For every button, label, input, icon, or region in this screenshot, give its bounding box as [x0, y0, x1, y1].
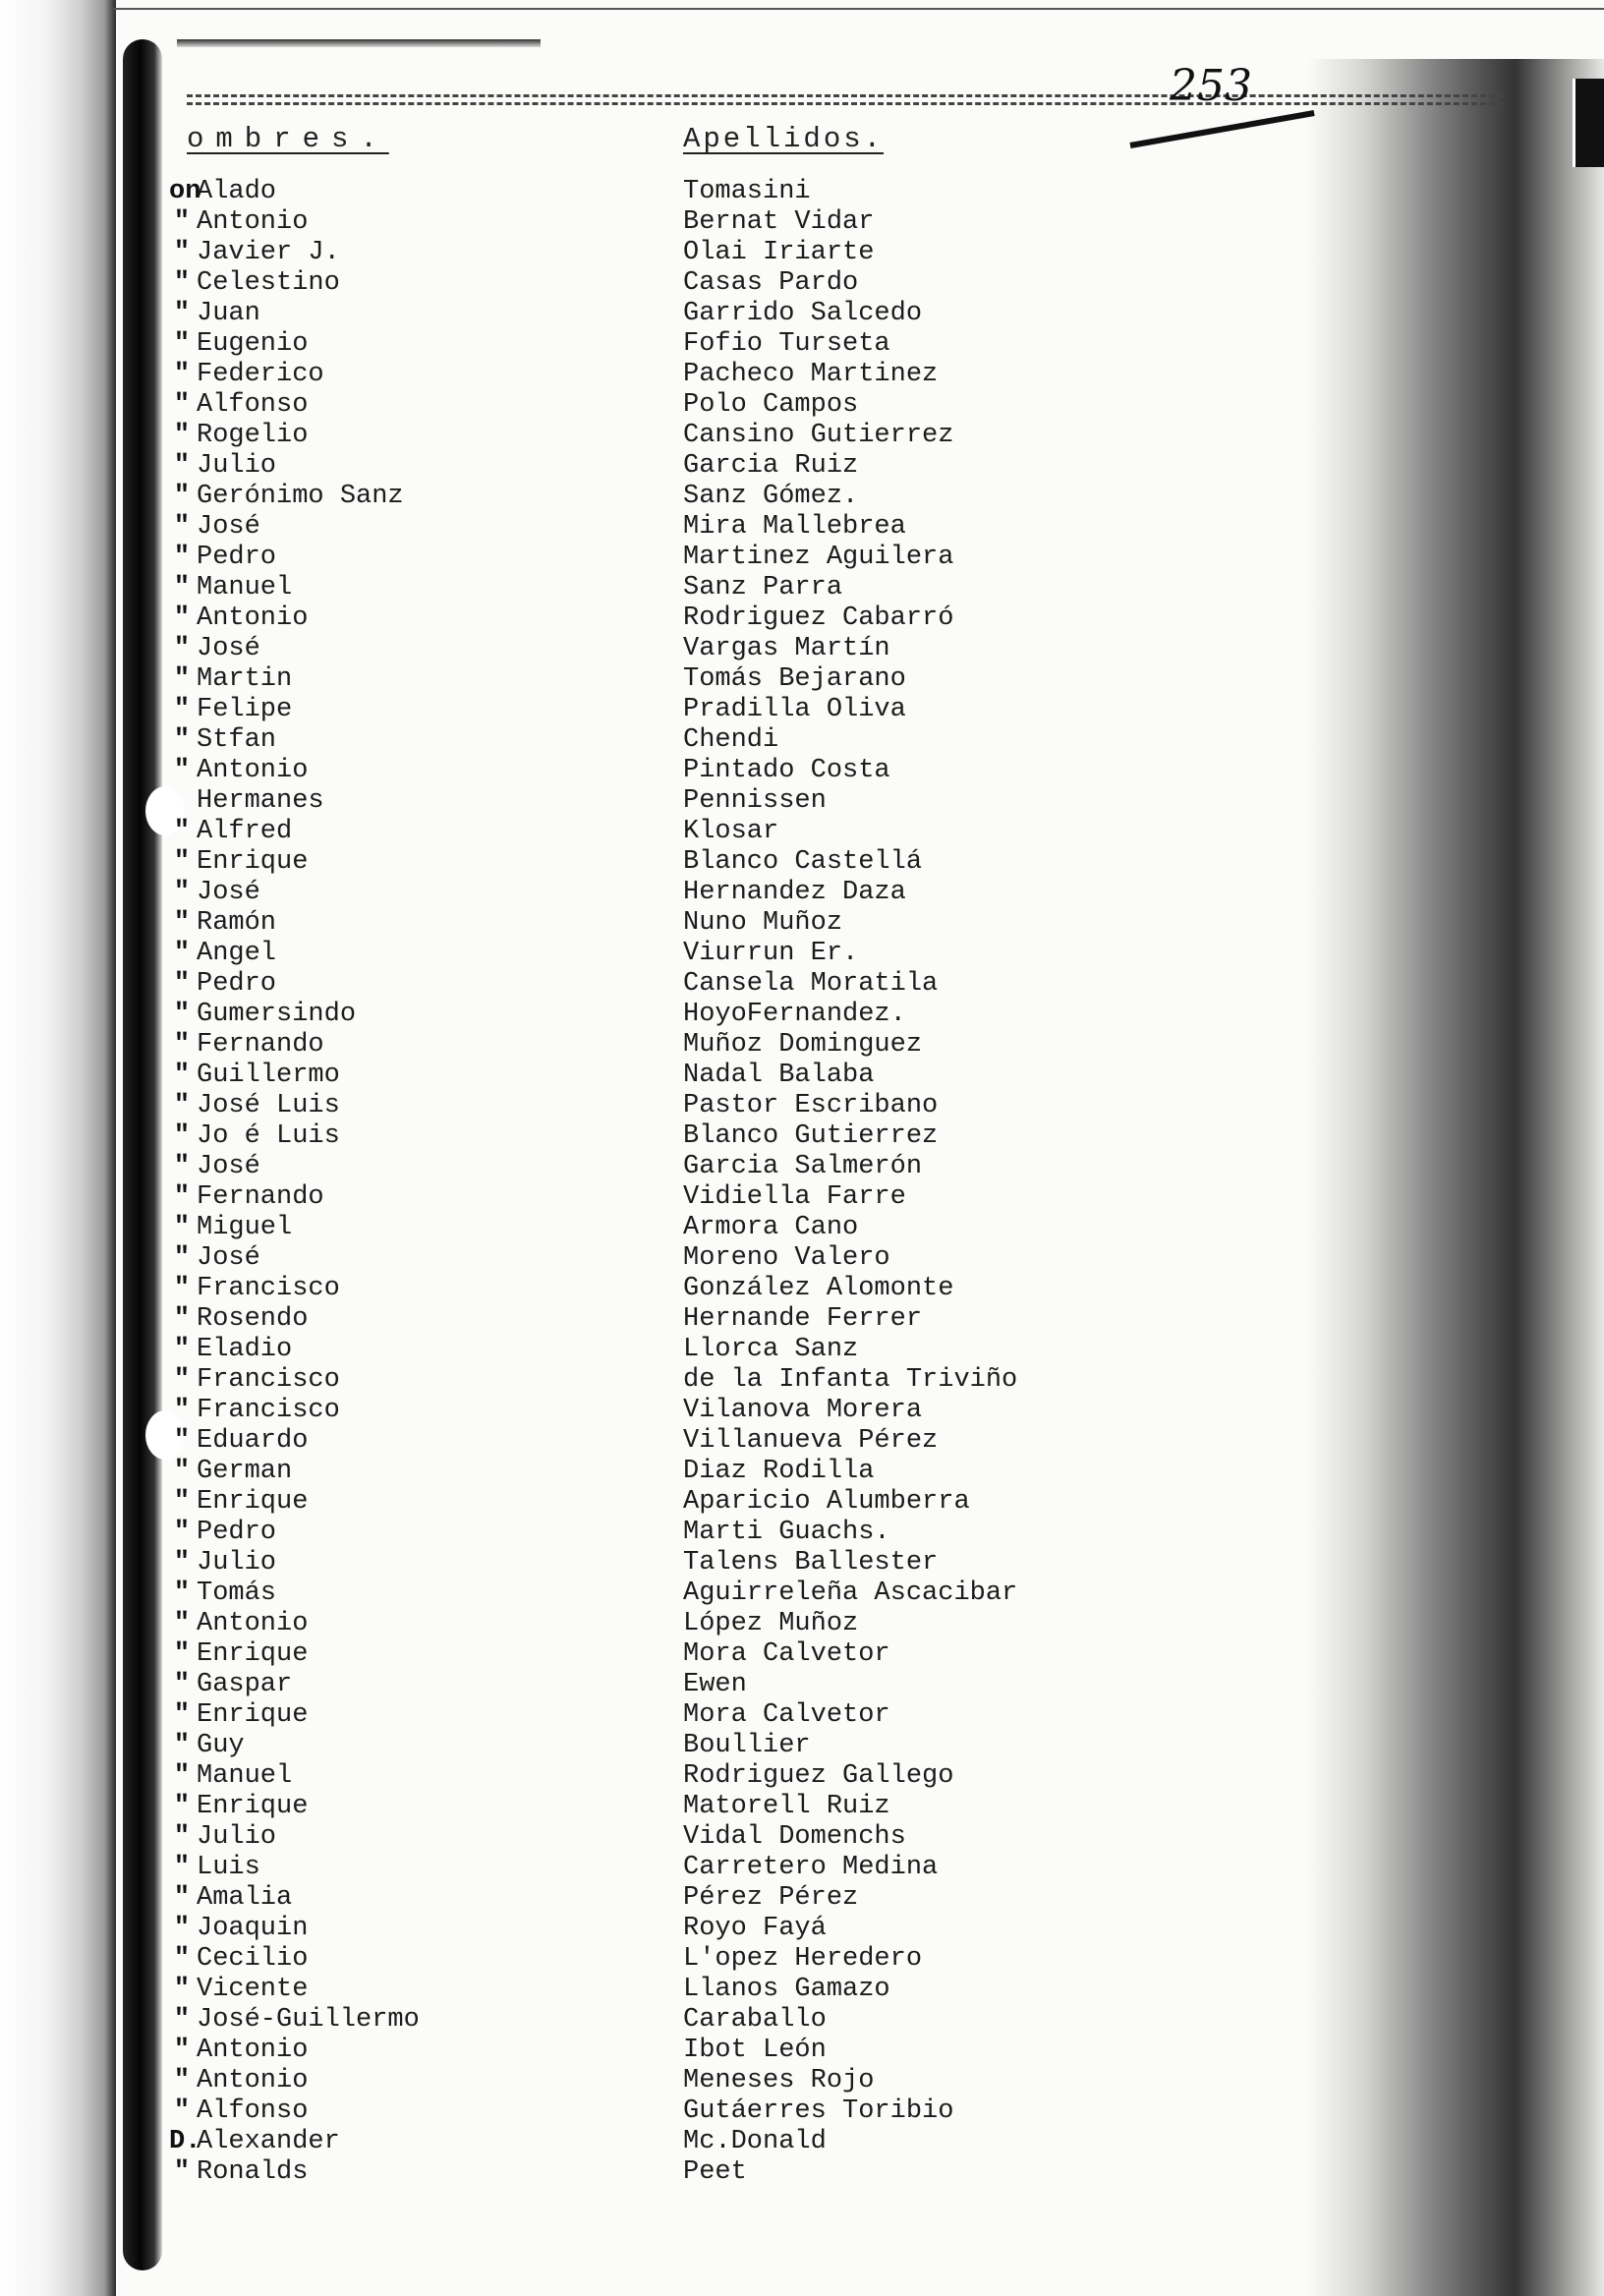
- ditto-mark: ": [173, 268, 191, 298]
- apellidos-cell: Aguirreleña Ascacibar: [683, 1578, 1018, 1608]
- list-item: [0, 1914, 1604, 1944]
- list-item: [0, 1396, 1604, 1426]
- list-item: [0, 969, 1604, 1000]
- apellidos-cell: Sanz Gómez.: [683, 482, 859, 511]
- list-item: [0, 1030, 1604, 1061]
- list-item: [0, 2005, 1604, 2036]
- nombre-cell: Julio: [197, 1822, 277, 1852]
- nombre-cell: Eugenio: [197, 329, 309, 359]
- apellidos-cell: Vilanova Morera: [683, 1396, 923, 1425]
- list-item: [0, 695, 1604, 725]
- list-item: [0, 786, 1604, 817]
- ditto-mark: ": [173, 573, 191, 603]
- apellidos-cell: Polo Campos: [683, 390, 859, 420]
- nombre-cell: Enrique: [197, 847, 309, 877]
- ditto-mark: ": [173, 2036, 191, 2065]
- nombre-cell: Hermanes: [197, 786, 324, 816]
- ditto-mark: ": [173, 2066, 191, 2095]
- nombre-cell: Stfan: [197, 725, 277, 755]
- list-item: [0, 2066, 1604, 2096]
- ditto-mark: ": [173, 1853, 191, 1882]
- ditto-mark: ": [173, 1213, 191, 1242]
- list-item: [0, 1883, 1604, 1914]
- list-item: [0, 1609, 1604, 1639]
- list-item: [0, 1152, 1604, 1182]
- nombre-cell: Ronalds: [197, 2157, 309, 2187]
- list-item: [0, 2157, 1604, 2188]
- nombre-cell: José: [197, 634, 260, 663]
- list-item: [0, 1548, 1604, 1578]
- list-item: [0, 268, 1604, 299]
- list-item: [0, 1731, 1604, 1761]
- nombre-cell: José-Guillermo: [197, 2005, 420, 2035]
- ditto-mark: ": [173, 1639, 191, 1669]
- apellidos-cell: HoyoFernandez.: [683, 1000, 906, 1029]
- nombre-cell: Enrique: [197, 1487, 309, 1517]
- list-item: [0, 847, 1604, 878]
- list-item: [0, 1335, 1604, 1365]
- apellidos-cell: Blanco Castellá: [683, 847, 923, 877]
- list-item: [0, 299, 1604, 329]
- ditto-mark: ": [173, 1121, 191, 1151]
- apellidos-cell: L'opez Heredero: [683, 1944, 923, 1974]
- header-rule-top: [187, 94, 1504, 97]
- list-item: [0, 603, 1604, 634]
- list-item: [0, 1274, 1604, 1304]
- apellidos-cell: Sanz Parra: [683, 573, 843, 603]
- nombre-cell: Alfonso: [197, 390, 309, 420]
- apellidos-cell: Klosar: [683, 817, 779, 846]
- ditto-mark: ": [173, 1792, 191, 1821]
- nombre-cell: Antonio: [197, 603, 309, 633]
- apellidos-cell: Muñoz Dominguez: [683, 1030, 923, 1060]
- ditto-mark: ": [173, 1457, 191, 1486]
- list-item: [0, 360, 1604, 390]
- apellidos-cell: Fofio Turseta: [683, 329, 890, 359]
- nombre-cell: Alexander: [197, 2127, 340, 2156]
- list-item: [0, 1975, 1604, 2005]
- ditto-mark: ": [173, 238, 191, 267]
- apellidos-cell: Pastor Escribano: [683, 1091, 939, 1120]
- nombre-cell: Antonio: [197, 207, 309, 237]
- nombre-cell: Fernando: [197, 1030, 324, 1060]
- apellidos-cell: Mira Mallebrea: [683, 512, 906, 542]
- nombre-cell: Cecilio: [197, 1944, 309, 1974]
- ditto-mark: ": [173, 1091, 191, 1120]
- list-item: [0, 1213, 1604, 1243]
- ditto-mark: ": [173, 512, 191, 542]
- apellidos-cell: Diaz Rodilla: [683, 1457, 875, 1486]
- ditto-mark: ": [173, 756, 191, 785]
- apellidos-cell: Gutáerres Toribio: [683, 2096, 954, 2126]
- nombre-cell: Martin: [197, 664, 293, 694]
- list-item: [0, 1426, 1604, 1457]
- ditto-mark: D.: [169, 2127, 201, 2156]
- apellidos-cell: Martinez Aguilera: [683, 543, 954, 572]
- apellidos-cell: Nuno Muñoz: [683, 908, 843, 938]
- apellidos-cell: Hernandez Daza: [683, 878, 906, 907]
- list-item: [0, 1487, 1604, 1518]
- nombre-cell: Gerónimo Sanz: [197, 482, 404, 511]
- apellidos-cell: Peet: [683, 2157, 747, 2187]
- nombre-cell: Joaquin: [197, 1914, 309, 1943]
- list-item: [0, 390, 1604, 421]
- page-number: 253: [1170, 61, 1252, 111]
- apellidos-cell: Chendi: [683, 725, 779, 755]
- ditto-mark: ": [173, 329, 191, 359]
- apellidos-cell: Pacheco Martinez: [683, 360, 939, 389]
- apellidos-cell: Pradilla Oliva: [683, 695, 906, 724]
- apellidos-cell: Nadal Balaba: [683, 1061, 875, 1090]
- nombre-cell: Eladio: [197, 1335, 293, 1364]
- list-item: [0, 908, 1604, 939]
- apellidos-cell: Olai Iriarte: [683, 238, 875, 267]
- apellidos-cell: Garrido Salcedo: [683, 299, 923, 328]
- apellidos-cell: Bernat Vidar: [683, 207, 875, 237]
- ditto-mark: ": [173, 1487, 191, 1517]
- ditto-mark: ": [173, 1304, 191, 1334]
- nombre-cell: Antonio: [197, 1609, 309, 1638]
- list-item: [0, 2036, 1604, 2066]
- apellidos-cell: Mc.Donald: [683, 2127, 827, 2156]
- ditto-mark: ": [173, 1944, 191, 1974]
- apellidos-cell: Pennissen: [683, 786, 827, 816]
- list-item: [0, 512, 1604, 543]
- nombre-cell: Alfonso: [197, 2096, 309, 2126]
- ditto-mark: ": [173, 1731, 191, 1760]
- list-item: [0, 238, 1604, 268]
- list-item: [0, 1578, 1604, 1609]
- ditto-mark: ": [173, 1914, 191, 1943]
- apellidos-cell: Tomasini: [683, 177, 811, 206]
- ditto-mark: ": [173, 1822, 191, 1852]
- list-item: [0, 1000, 1604, 1030]
- ditto-mark: ": [173, 2157, 191, 2187]
- nombre-cell: Manuel: [197, 1761, 293, 1791]
- names-list: [0, 177, 1604, 2188]
- apellidos-cell: Tomás Bejarano: [683, 664, 906, 694]
- list-item: [0, 573, 1604, 603]
- nombre-cell: Guillermo: [197, 1061, 340, 1090]
- list-item: [0, 1243, 1604, 1274]
- page-number-stroke: [1129, 110, 1314, 148]
- right-edge-mark: [1573, 79, 1604, 167]
- nombre-cell: Fernando: [197, 1182, 324, 1212]
- list-item: [0, 1365, 1604, 1396]
- nombre-cell: Enrique: [197, 1792, 309, 1821]
- nombre-cell: Rosendo: [197, 1304, 309, 1334]
- apellidos-cell: Talens Ballester: [683, 1548, 939, 1578]
- ditto-mark: ": [173, 1578, 191, 1608]
- ditto-mark: ": [173, 299, 191, 328]
- ditto-mark: ": [173, 969, 191, 999]
- nombre-cell: Antonio: [197, 756, 309, 785]
- nombre-cell: Alfred: [197, 817, 293, 846]
- ditto-mark: ": [173, 603, 191, 633]
- nombre-cell: Jo é Luis: [197, 1121, 340, 1151]
- apellidos-cell: Rodriguez Gallego: [683, 1761, 954, 1791]
- apellidos-cell: Mora Calvetor: [683, 1700, 890, 1730]
- nombre-cell: Miguel: [197, 1213, 293, 1242]
- ditto-mark: ": [173, 908, 191, 938]
- nombre-cell: Tomás: [197, 1578, 277, 1608]
- nombre-cell: José: [197, 1243, 260, 1273]
- apellidos-cell: Villanueva Pérez: [683, 1426, 939, 1456]
- apellidos-cell: Meneses Rojo: [683, 2066, 875, 2095]
- nombre-cell: Antonio: [197, 2036, 309, 2065]
- apellidos-cell: Pérez Pérez: [683, 1883, 859, 1913]
- nombre-cell: Federico: [197, 360, 324, 389]
- list-item: [0, 1518, 1604, 1548]
- apellidos-cell: Cansela Moratila: [683, 969, 939, 999]
- ditto-mark: ": [173, 1365, 191, 1395]
- ditto-mark: ": [173, 817, 191, 846]
- list-item: [0, 451, 1604, 482]
- nombre-cell: Felipe: [197, 695, 293, 724]
- scan-top-edge: [113, 8, 1604, 10]
- apellidos-cell: Cansino Gutierrez: [683, 421, 954, 450]
- apellidos-cell: Marti Guachs.: [683, 1518, 890, 1547]
- ditto-mark: ": [173, 421, 191, 450]
- nombre-cell: Antonio: [197, 2066, 309, 2095]
- apellidos-cell: Garcia Ruiz: [683, 451, 859, 481]
- ditto-mark: ": [173, 725, 191, 755]
- ditto-mark: ": [173, 939, 191, 968]
- ditto-mark: ": [173, 543, 191, 572]
- nombre-cell: Eduardo: [197, 1426, 309, 1456]
- ditto-mark: ": [173, 1182, 191, 1212]
- nombre-cell: Pedro: [197, 969, 277, 999]
- nombre-cell: Rogelio: [197, 421, 309, 450]
- nombre-cell: Francisco: [197, 1396, 340, 1425]
- nombre-cell: Javier J.: [197, 238, 340, 267]
- list-item: [0, 543, 1604, 573]
- ditto-mark: ": [173, 1396, 191, 1425]
- nombre-cell: Alado: [197, 177, 277, 206]
- apellidos-cell: de la Infanta Triviño: [683, 1365, 1018, 1395]
- nombre-cell: Guy: [197, 1731, 245, 1760]
- apellidos-cell: Viurrun Er.: [683, 939, 859, 968]
- nombre-cell: Pedro: [197, 543, 277, 572]
- nombre-cell: Julio: [197, 1548, 277, 1578]
- list-item: [0, 817, 1604, 847]
- nombre-cell: Enrique: [197, 1639, 309, 1669]
- list-item: [0, 1670, 1604, 1700]
- list-item: [0, 1792, 1604, 1822]
- list-item: [0, 634, 1604, 664]
- apellidos-cell: Ewen: [683, 1670, 747, 1699]
- list-item: [0, 1944, 1604, 1975]
- ditto-mark: ": [173, 1152, 191, 1181]
- apellidos-cell: Aparicio Alumberra: [683, 1487, 970, 1517]
- ditto-mark: ": [173, 2005, 191, 2035]
- nombre-cell: José Luis: [197, 1091, 340, 1120]
- nombre-cell: Angel: [197, 939, 277, 968]
- list-item: [0, 939, 1604, 969]
- list-item: [0, 1061, 1604, 1091]
- nombre-cell: Ramón: [197, 908, 277, 938]
- apellidos-cell: Armora Cano: [683, 1213, 859, 1242]
- list-item: [0, 1091, 1604, 1121]
- ditto-mark: ": [173, 1670, 191, 1699]
- ditto-mark: ": [173, 1274, 191, 1303]
- apellidos-cell: González Alomonte: [683, 1274, 954, 1303]
- ditto-mark: ": [173, 390, 191, 420]
- apellidos-cell: Rodriguez Cabarró: [683, 603, 954, 633]
- list-item: [0, 756, 1604, 786]
- ditto-mark: on: [169, 177, 201, 206]
- ditto-mark: ": [173, 360, 191, 389]
- apellidos-cell: Blanco Gutierrez: [683, 1121, 939, 1151]
- ditto-mark: ": [173, 451, 191, 481]
- nombre-cell: Celestino: [197, 268, 340, 298]
- nombre-cell: José: [197, 512, 260, 542]
- nombre-cell: Julio: [197, 451, 277, 481]
- ditto-mark: ": [173, 1000, 191, 1029]
- apellidos-cell: Garcia Salmerón: [683, 1152, 923, 1181]
- nombre-cell: Francisco: [197, 1274, 340, 1303]
- ditto-mark: ": [173, 2096, 191, 2126]
- apellidos-cell: Ibot León: [683, 2036, 827, 2065]
- nombre-cell: Pedro: [197, 1518, 277, 1547]
- nombre-cell: Gaspar: [197, 1670, 293, 1699]
- ditto-mark: ": [173, 847, 191, 877]
- nombre-cell: Luis: [197, 1853, 260, 1882]
- list-item: [0, 421, 1604, 451]
- top-shadow: [177, 39, 541, 47]
- apellidos-cell: Pintado Costa: [683, 756, 890, 785]
- list-item: [0, 1182, 1604, 1213]
- list-item: [0, 1822, 1604, 1853]
- apellidos-cell: Vidiella Farre: [683, 1182, 906, 1212]
- nombre-cell: Manuel: [197, 573, 293, 603]
- apellidos-cell: Hernande Ferrer: [683, 1304, 923, 1334]
- apellidos-cell: Llorca Sanz: [683, 1335, 859, 1364]
- list-item: [0, 1761, 1604, 1792]
- list-item: [0, 664, 1604, 695]
- list-item: [0, 1639, 1604, 1670]
- ditto-mark: ": [173, 1700, 191, 1730]
- nombre-cell: José: [197, 1152, 260, 1181]
- list-item: [0, 329, 1604, 360]
- apellidos-cell: Carretero Medina: [683, 1853, 939, 1882]
- apellidos-cell: Matorell Ruiz: [683, 1792, 890, 1821]
- ditto-mark: ": [173, 634, 191, 663]
- nombre-cell: German: [197, 1457, 293, 1486]
- ditto-mark: ": [173, 1609, 191, 1638]
- list-item: [0, 1121, 1604, 1152]
- header-apellidos: Apellidos.: [683, 123, 885, 155]
- apellidos-cell: Boullier: [683, 1731, 811, 1760]
- apellidos-cell: Llanos Gamazo: [683, 1975, 890, 2004]
- apellidos-cell: Vidal Domenchs: [683, 1822, 906, 1852]
- ditto-mark: ": [173, 1061, 191, 1090]
- ditto-mark: ": [173, 1335, 191, 1364]
- nombre-cell: Amalia: [197, 1883, 293, 1913]
- nombre-cell: Juan: [197, 299, 260, 328]
- nombre-cell: Francisco: [197, 1365, 340, 1395]
- list-item: [0, 1304, 1604, 1335]
- ditto-mark: ": [173, 1030, 191, 1060]
- list-item: [0, 725, 1604, 756]
- ditto-mark: ": [173, 1518, 191, 1547]
- ditto-mark: ": [173, 1426, 191, 1456]
- apellidos-cell: Vargas Martín: [683, 634, 890, 663]
- nombre-cell: Vicente: [197, 1975, 309, 2004]
- list-item: [0, 482, 1604, 512]
- list-item: [0, 177, 1604, 207]
- list-item: [0, 1457, 1604, 1487]
- apellidos-cell: Caraballo: [683, 2005, 827, 2035]
- ditto-mark: ": [173, 482, 191, 511]
- list-item: [0, 207, 1604, 238]
- ditto-mark: ": [173, 1761, 191, 1791]
- ditto-mark: ": [173, 207, 191, 237]
- list-item: [0, 1700, 1604, 1731]
- ditto-mark: ": [173, 695, 191, 724]
- nombre-cell: Enrique: [197, 1700, 309, 1730]
- ditto-mark: ": [173, 1975, 191, 2004]
- ditto-mark: ": [173, 664, 191, 694]
- nombre-cell: Gumersindo: [197, 1000, 357, 1029]
- list-item: [0, 1853, 1604, 1883]
- ditto-mark: ": [173, 1243, 191, 1273]
- ditto-mark: ": [173, 878, 191, 907]
- header-rule-bottom: [187, 102, 1504, 105]
- apellidos-cell: López Muñoz: [683, 1609, 859, 1638]
- list-item: [0, 878, 1604, 908]
- apellidos-cell: Casas Pardo: [683, 268, 859, 298]
- ditto-mark: ": [173, 1883, 191, 1913]
- list-item: [0, 2127, 1604, 2157]
- ditto-mark: ": [173, 1548, 191, 1578]
- list-item: [0, 2096, 1604, 2127]
- nombre-cell: José: [197, 878, 260, 907]
- apellidos-cell: Mora Calvetor: [683, 1639, 890, 1669]
- apellidos-cell: Moreno Valero: [683, 1243, 890, 1273]
- header-nombres: ombres.: [187, 123, 389, 155]
- apellidos-cell: Royo Fayá: [683, 1914, 827, 1943]
